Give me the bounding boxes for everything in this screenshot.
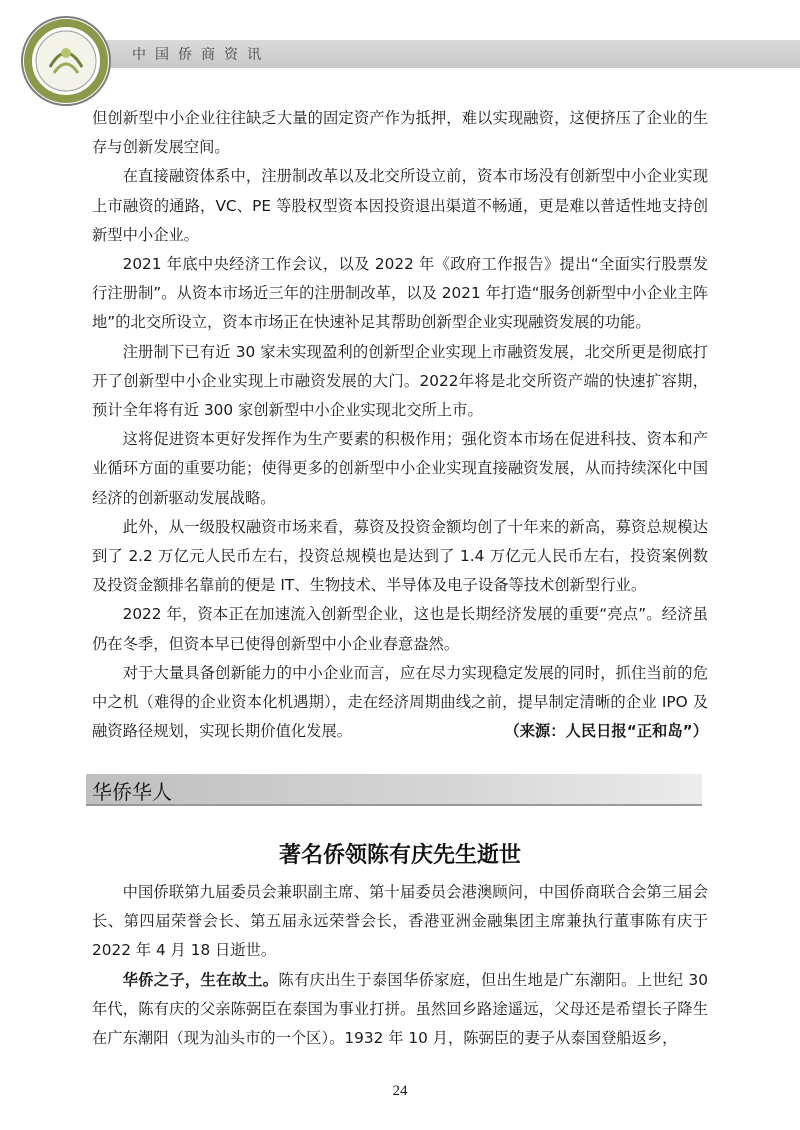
paragraph: 但创新型中小企业往往缺乏大量的固定资产作为抵押，难以实现融资，这便挤压了企业的生存与创新发展空间。 <box>92 109 708 157</box>
paragraph: 对于大量具备创新能力的中小企业而言，应在尽力实现稳定发展的同时，抓住当前的危中之机（难得的企业资本化机遇期），走在经济周期曲线之前，提早制定清晰的企业 IPO 及融资路径规划，实现长期价值化发展。 <box>92 663 708 741</box>
section-header-bar <box>86 774 702 806</box>
paragraph: 这将促进资本更好发挥作为生产要素的积极作用；强化资本市场在促进科技、资本和产业循环方面的重要功能；使得更多的创新型中小企业实现直接融资发展，从而持续深化中国经济的创新驱动发展战略。 <box>92 430 708 507</box>
source-citation: （来源：人民日报“正和岛”） <box>504 722 708 741</box>
article-intro: 中国侨联第九届委员会兼职副主席、第十届委员会港澳顾问，中国侨商联合会第三届会长、第四届荣誉会长、第五届永远荣誉会长，香港亚洲金融集团主席兼执行董事陈有庆于 2022 年 4 月 18 日逝世。 <box>92 883 708 960</box>
article-title: 著名侨领陈有庆先生逝世 <box>278 843 521 868</box>
article-paragraph <box>92 966 708 1054</box>
lead-text: 陈有庆出生于泰国华侨家庭，但出生地是广东潮阳。上世纪 30 年代，陈有庆的父亲陈弼臣在泰国为事业打拼。虽然回乡路途遥远，父母还是希望长子降生在广东潮阳（现为汕头市的一个区）。1932 年 10 月，陈弼臣的妻子从泰国登船返乡， <box>92 970 708 1048</box>
header-title: 中国侨商资讯 <box>132 47 270 63</box>
paragraph: 2022 年，资本正在加速流入创新型企业，这也是长期经济发展的重要“亮点”。经济虽仍在冬季，但资本早已使得创新型中小企业春意盎然。 <box>92 605 708 653</box>
paragraph: 此外，从一级股权融资市场来看，募资及投资金额均创了十年来的新高，募资总规模达到了 2.2 万亿元人民币左右，投资总规模也是达到了 1.4 万亿元人民币左右，投资案例数及投资金额排名靠前的便是 IT、生物技术、半导体及电子设备等技术创新型行业。 <box>92 517 708 595</box>
paragraph: 注册制下已有近 30 家未实现盈利的创新型企业实现上市融资发展，北交所更是彻底打开了创新型中小企业实现上市融资发展的大门。2022年将是北交所资产端的快速扩容期，预计全年将有近 300 家创新型中小企业实现北交所上市。 <box>92 342 708 420</box>
article-body-continued <box>92 104 708 746</box>
page-number: 24 <box>392 1083 408 1099</box>
logo-emblem-icon <box>20 15 112 107</box>
article-body <box>92 878 708 1053</box>
lead-heading: 华侨之子，生在故土。 <box>122 970 279 989</box>
paragraph: 2021 年底中央经济工作会议，以及 2022 年《政府工作报告》提出“全面实行股票发行注册制”。从资本市场近三年的注册制改革，以及 2021 年打造“服务创新型中小企业主阵地”的北交所设立，资本市场正在快速补足其帮助创新型企业实现融资发展的功能。 <box>92 255 708 332</box>
paragraph: 在直接融资体系中，注册制改革以及北交所设立前，资本市场没有创新型中小企业实现上市融资的通路，VC、PE 等股权型资本因投资退出渠道不畅通，更是难以普适性地支持创新型中小企业。 <box>92 167 708 244</box>
section-title: 华侨华人 <box>92 780 172 804</box>
